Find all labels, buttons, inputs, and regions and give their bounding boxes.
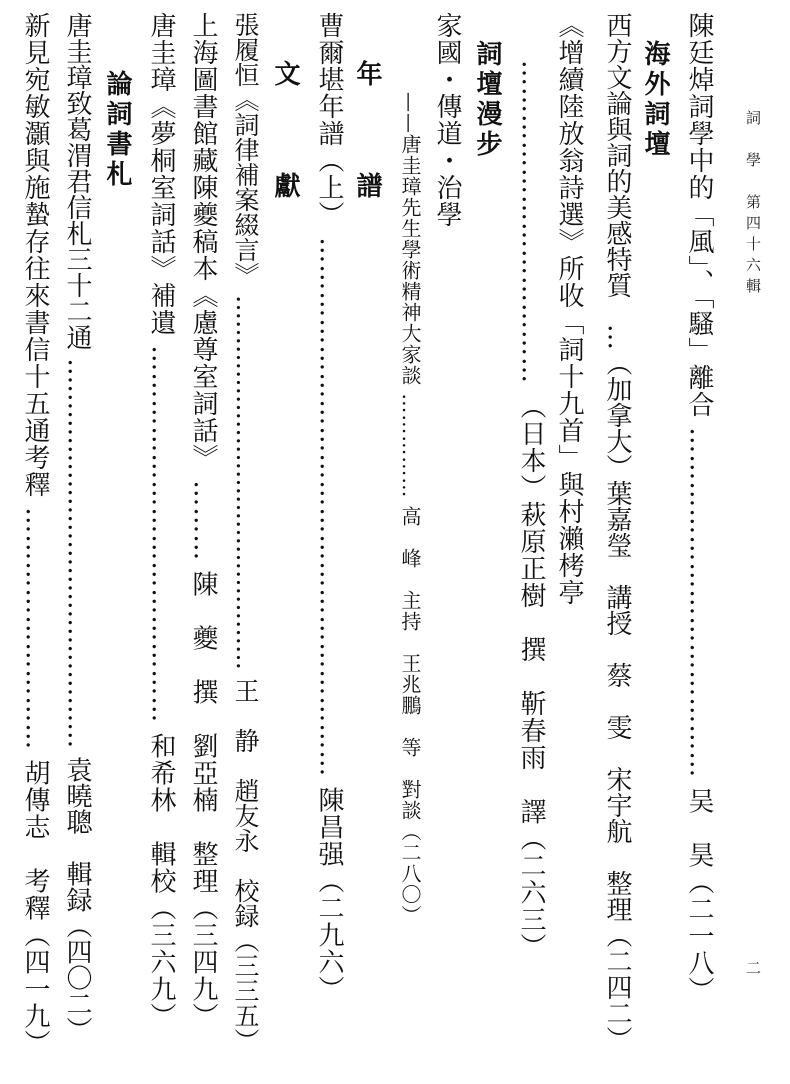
- section-heading-overseas: 海外詞壇: [640, 40, 670, 160]
- toc-entry: 新見宛敏灝與施蟄存往來書信十五通考釋 ……………………… 胡傳志 考釋（四一九）: [20, 12, 50, 1057]
- toc-entry-continuation: ……………………………… （日本）萩原正樹 撰 靳春雨 譯（二六三）: [516, 60, 546, 961]
- section-heading-stroll: 詞壇漫步: [472, 40, 502, 160]
- toc-entry: 家國・傳道・治學: [432, 12, 462, 228]
- toc-entry: 曹爾堪年譜（上） …………………………………………………… 陳昌强（二九六）: [314, 12, 344, 1003]
- toc-entry: 張履恒《詞律補案綴言》 ……………………………………… 王 静 趙友永 校録（三三五）: [231, 12, 260, 1053]
- toc-entry: 唐圭璋致葛渭君信札三十二通 ……………………………………… 袁曉聰 輯録（四〇二）: [62, 12, 92, 1043]
- section-heading-chronicle: 年 譜: [352, 60, 382, 228]
- page-number: 二: [744, 960, 762, 975]
- running-header: 詞 學 第四十六輯: [744, 110, 762, 299]
- toc-entry: 陳廷焯詞學中的「風」、「騷」離合 ………………………………… 吴 昊（二一八）: [684, 12, 714, 1004]
- toc-entry: 上海圖書館藏陳夔稿本《慮尊室詞話》 ……… 陳 夔 撰 劉亞楠 整理（三四九）: [188, 12, 218, 1030]
- toc-entry: 《增續陸放翁詩選》所收「詞十九首」與村瀨栲亭: [554, 12, 584, 606]
- section-heading-documents: 文 獻: [270, 60, 300, 228]
- toc-entry: 西方文論與詞的美感特質 …（加拿大）葉嘉瑩 講授 蔡 雯 宋宇航 整理（二四二）: [602, 12, 632, 1052]
- toc-entry: 唐圭璋《夢桐室詞話》補遺 …………………………………… 和希林 輯校（三六九）: [146, 12, 176, 1030]
- section-heading-letters: 論詞書札: [102, 70, 132, 190]
- toc-entry-subtitle: ——唐圭璋先生學術精神大家談 …………… 高 峰 主持 王兆鵬 等 對談（二八〇）: [398, 92, 422, 926]
